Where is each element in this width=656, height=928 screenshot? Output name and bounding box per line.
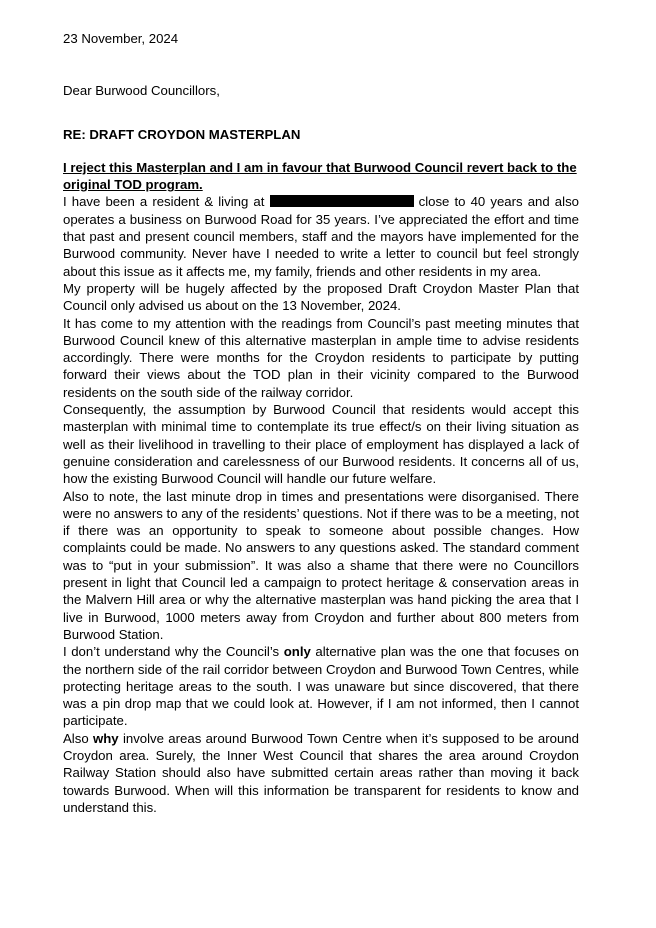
paragraph-5: Also to note, the last minute drop in times and presentations were disorganised. There were no answers to any of the residents’ questions. Not if there was to be a meeting, not if there was an opportunity to speak to someone about possible changes. How complaints could be made. No answers to any questions asked. The standard comment was to “put in your submission”. It was also a shame that there were no Councillors present in light that Council led a campaign to protect heritage & conservation areas in the Malvern Hill area or why the alternative masterplan was hand picking the area that I live in Burwood, 1000 meters away from Croydon and further about 800 meters from Burwood Station. [63,488,579,642]
paragraph-6-emphasis: only [283,644,311,660]
paragraph-6-start: I don’t understand why the Council’s [63,644,280,660]
paragraph-4: Consequently, the assumption by Burwood Council that residents would accept this masterplan with minimal time to contemplate its true effect/s on their living situation as well as their livelihood in travelling to their place of employment has displayed a lack of genuine consideration and carelessness of our Burwood residents. It concerns all of us, how the existing Burwood Council will handle our future welfare. [63,402,579,487]
paragraph-7 [63,730,579,816]
paragraph-3: It has come to my attention with the readings from Council’s past meeting minutes that Burwood Council knew of this alternative masterplan in ample time to advise residents accordingly. There were months for the Croydon residents to participate by putting forward their views about the TOD plan in their vicinity compared to the Burwood residents on the south side of the railway corridor. [63,315,579,400]
paragraph-7-start: Also [63,730,89,746]
subject-line: RE: DRAFT CROYDON MASTERPLAN [63,126,301,142]
salutation: Dear Burwood Councillors, [63,83,220,99]
redacted-address [270,195,414,207]
paragraph-7-end: involve areas around Burwood Town Centre when it’s supposed to be around Croydon area. Surely, the Inner West Council that shares the area around Croydon Railway Station should also have submitted certain areas rather than moving it back towards Burwood. When will this information be transparent for residents to know and understand this. [63,730,579,815]
paragraph-6-end: alternative plan was the one that focuses on the northern side of the rail corridor between Croydon and Burwood Town Centres, while protecting heritage areas to the south. I was unaware but since discovered, that there was a pin drop map that we could look at. However, if I am not informed, then I cannot participate. [63,644,580,729]
position-statement: I reject this Masterplan and I am in favour that Burwood Council revert back to the original TOD program. [63,159,577,193]
paragraph-1 [63,193,579,279]
paragraph-1-start: I have been a resident & living at [63,194,265,210]
letter-page [63,30,579,816]
paragraph-6 [63,643,579,729]
paragraph-2: My property will be hugely affected by the proposed Draft Croydon Master Plan that Council only advised us about on the 13 November, 2024. [63,280,579,314]
letter-date: 23 November, 2024 [63,31,179,46]
paragraph-7-emphasis: why [92,730,119,746]
paragraph-1-end: close to 40 years and also operates a business on Burwood Road for 35 years. I’ve appreciated the effort and time that past and present council members, staff and the mayors have implemented for the Burwood community. Never have I needed to write a letter to council but feel strongly about this issue as it affects me, my family, friends and other residents in my area. [63,194,580,279]
